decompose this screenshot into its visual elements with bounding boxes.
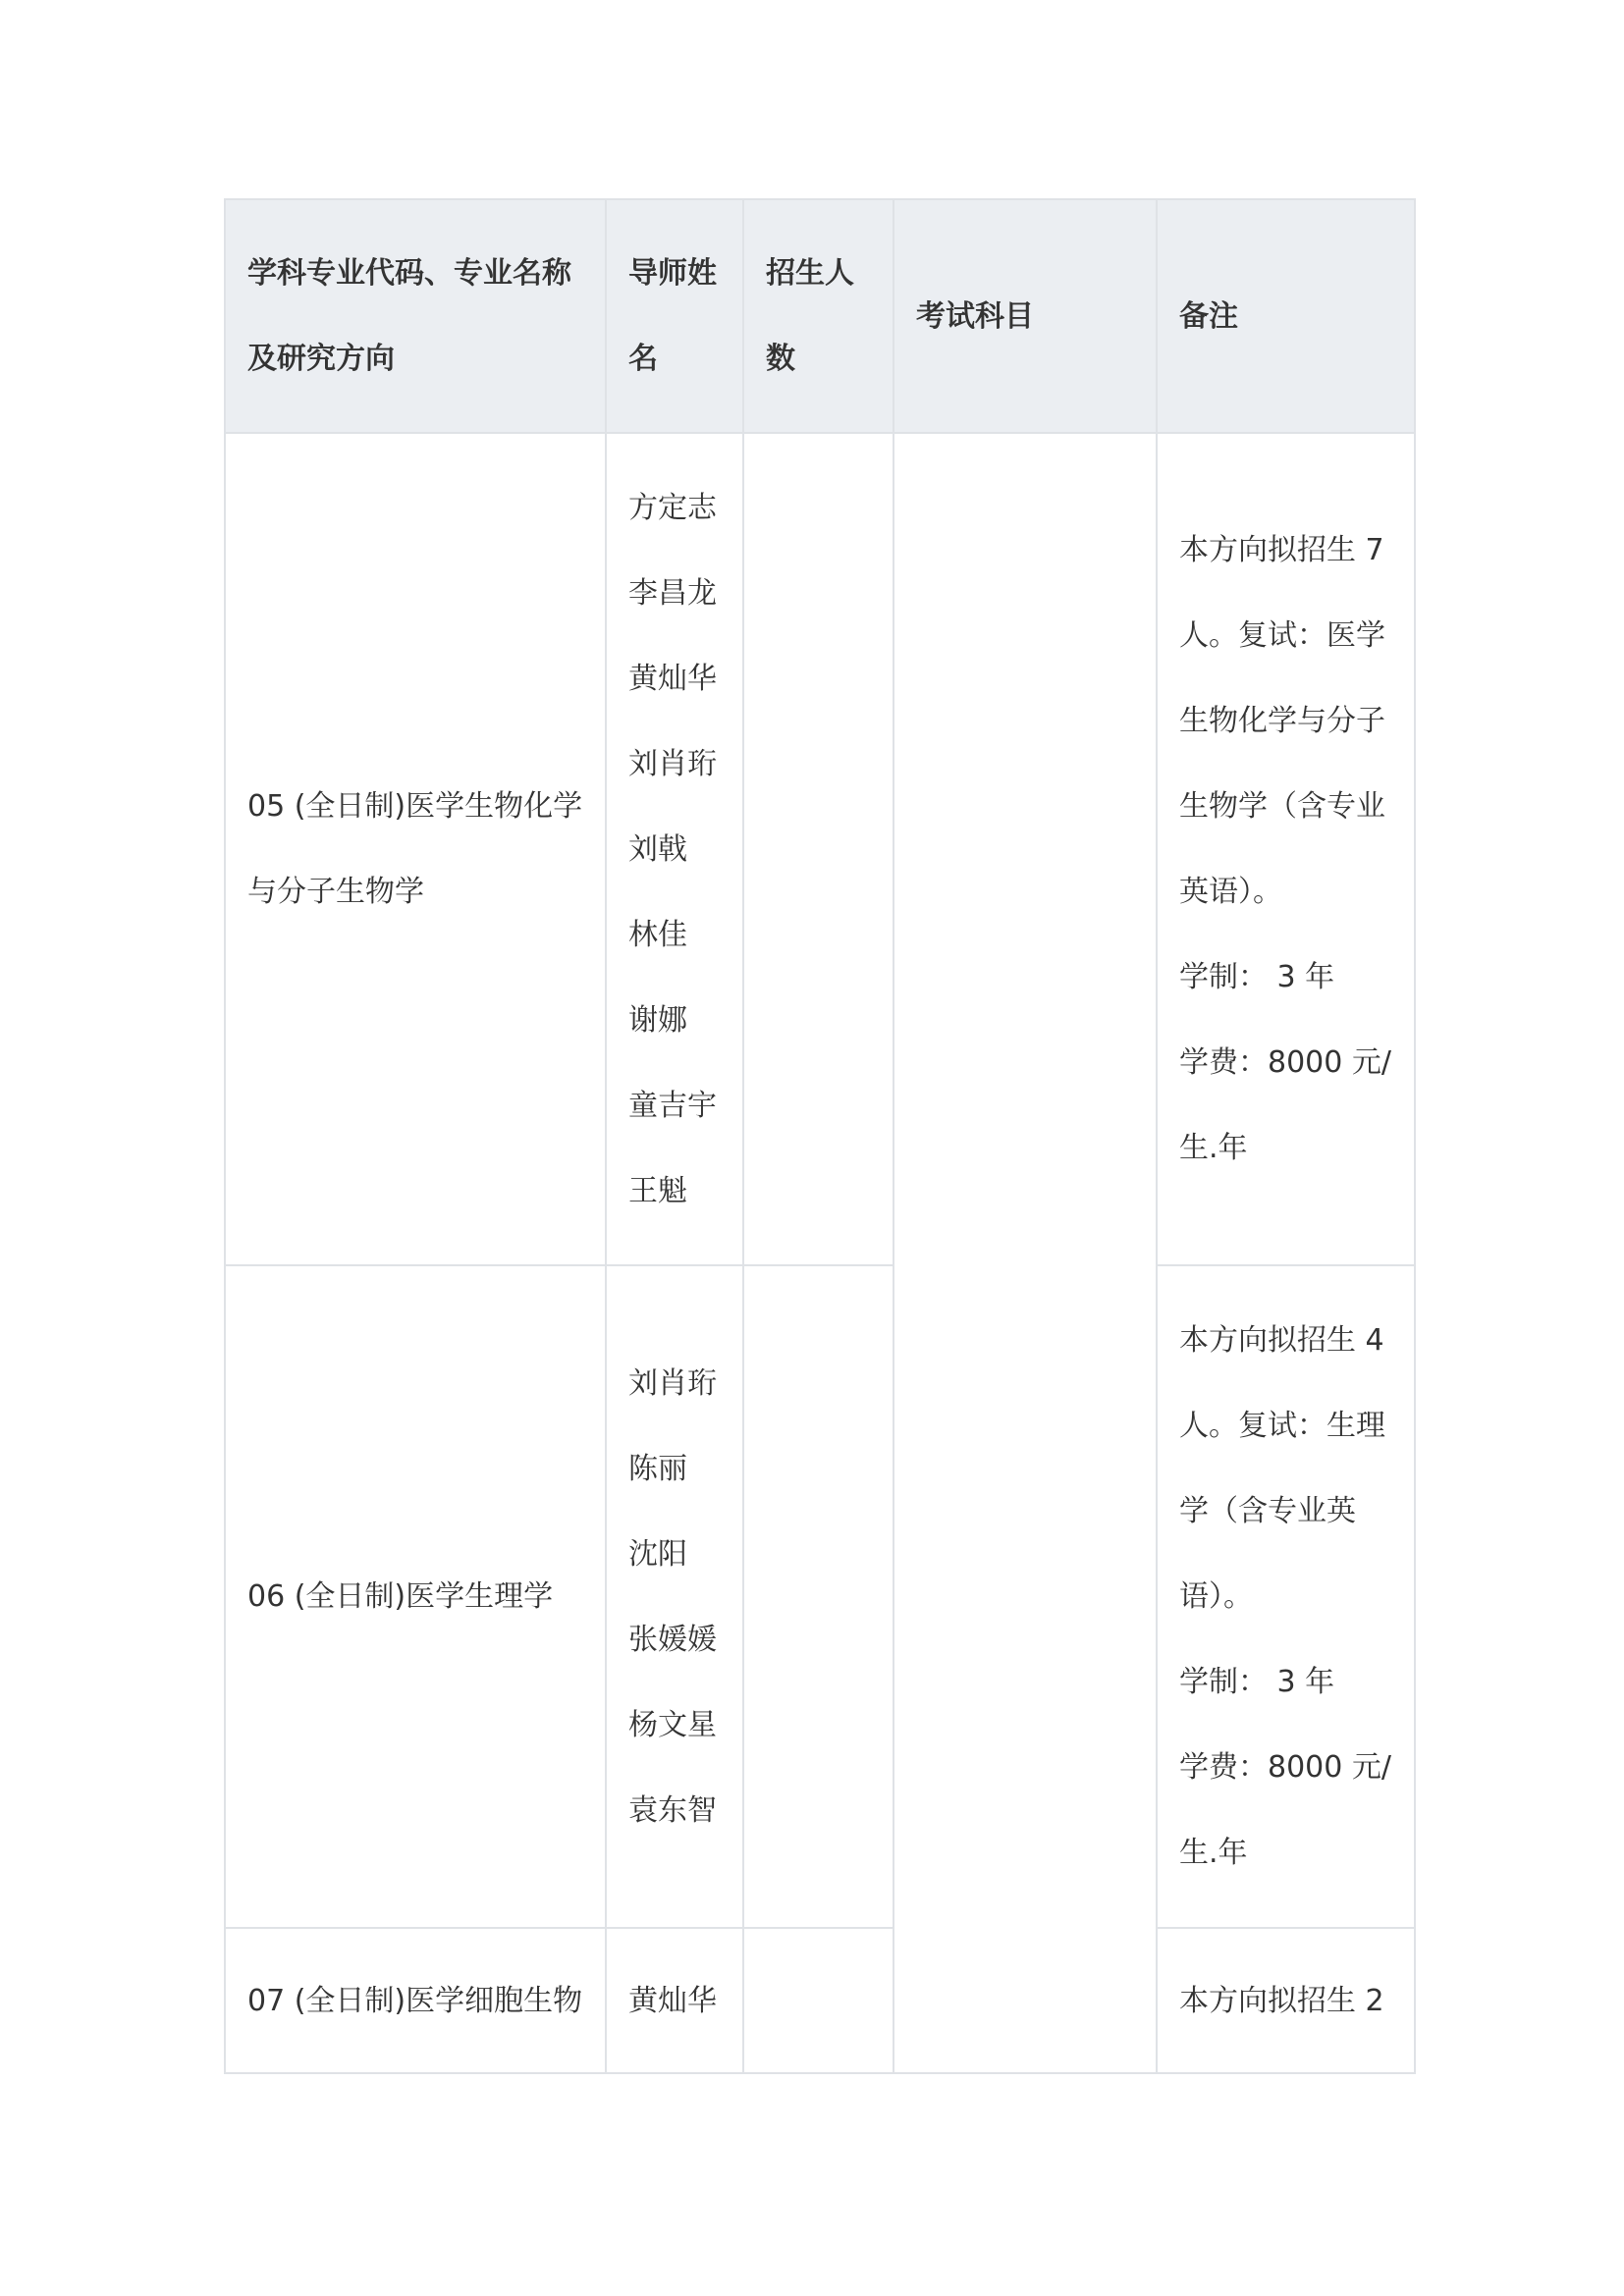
advisor-name: 袁东智 <box>628 1792 717 1828</box>
advisor-name: 杨文星 <box>628 1707 717 1742</box>
header-remarks: 备注 <box>1157 199 1415 433</box>
advisor-name: 刘肖珩 <box>628 746 717 781</box>
major-cell: 07 (全日制)医学细胞生物 <box>225 1928 606 2073</box>
table-row <box>225 433 1415 1265</box>
advisor-list <box>628 465 721 1234</box>
advisor-name: 张媛媛 <box>628 1622 717 1657</box>
header-advisor: 导师姓名 <box>606 199 743 433</box>
advisor-name: 黄灿华 <box>628 661 717 696</box>
advisor-name: 方定志 <box>628 490 717 525</box>
advisor-cell <box>606 1928 743 2073</box>
tuition-text: 学费：8000 元/生.年 <box>1179 1045 1391 1165</box>
quota-cell <box>743 1265 893 1928</box>
quota-cell <box>743 433 893 1265</box>
advisor-name: 沈阳 <box>628 1536 687 1572</box>
table-header-row <box>225 199 1415 433</box>
major-cell: 05 (全日制)医学生物化学与分子生物学 <box>225 433 606 1265</box>
header-quota: 招生人数 <box>743 199 893 433</box>
advisor-name: 刘戟 <box>628 831 687 867</box>
advisor-name: 林佳 <box>628 917 687 952</box>
advisor-name: 陈丽 <box>628 1451 687 1486</box>
advisor-name: 王魁 <box>628 1173 687 1208</box>
advisor-name: 李昌龙 <box>628 575 717 611</box>
advisor-name: 谢娜 <box>628 1002 687 1038</box>
advisor-list <box>628 1341 721 1853</box>
table-row <box>225 1928 1415 2073</box>
advisor-name: 童吉宇 <box>628 1088 717 1123</box>
table-row <box>225 1265 1415 1928</box>
remarks-text: 本方向拟招生 7 人。复试：医学生物化学与分子生物学（含专业英语）。 <box>1179 533 1385 909</box>
advisor-name: 黄灿华 <box>628 1983 717 2018</box>
admissions-table <box>224 198 1416 2074</box>
tuition-text: 学费：8000 元/生.年 <box>1179 1750 1391 1870</box>
advisor-cell <box>606 433 743 1265</box>
remarks-cell <box>1157 433 1415 1265</box>
header-major: 学科专业代码、专业名称及研究方向 <box>225 199 606 433</box>
exam-cell <box>893 433 1157 2073</box>
duration-text: 学制： 3 年 <box>1179 960 1335 994</box>
major-cell: 06 (全日制)医学生理学 <box>225 1265 606 1928</box>
remarks-cell: 本方向拟招生 2 <box>1157 1928 1415 2073</box>
remarks-text: 本方向拟招生 4 人。复试：生理学（含专业英语）。 <box>1179 1323 1385 1614</box>
duration-text: 学制： 3 年 <box>1179 1665 1335 1699</box>
quota-cell <box>743 1928 893 2073</box>
advisor-list <box>628 1958 721 2044</box>
remarks-cell <box>1157 1265 1415 1928</box>
header-exam: 考试科目 <box>893 199 1157 433</box>
advisor-name: 刘肖珩 <box>628 1365 717 1401</box>
advisor-cell <box>606 1265 743 1928</box>
